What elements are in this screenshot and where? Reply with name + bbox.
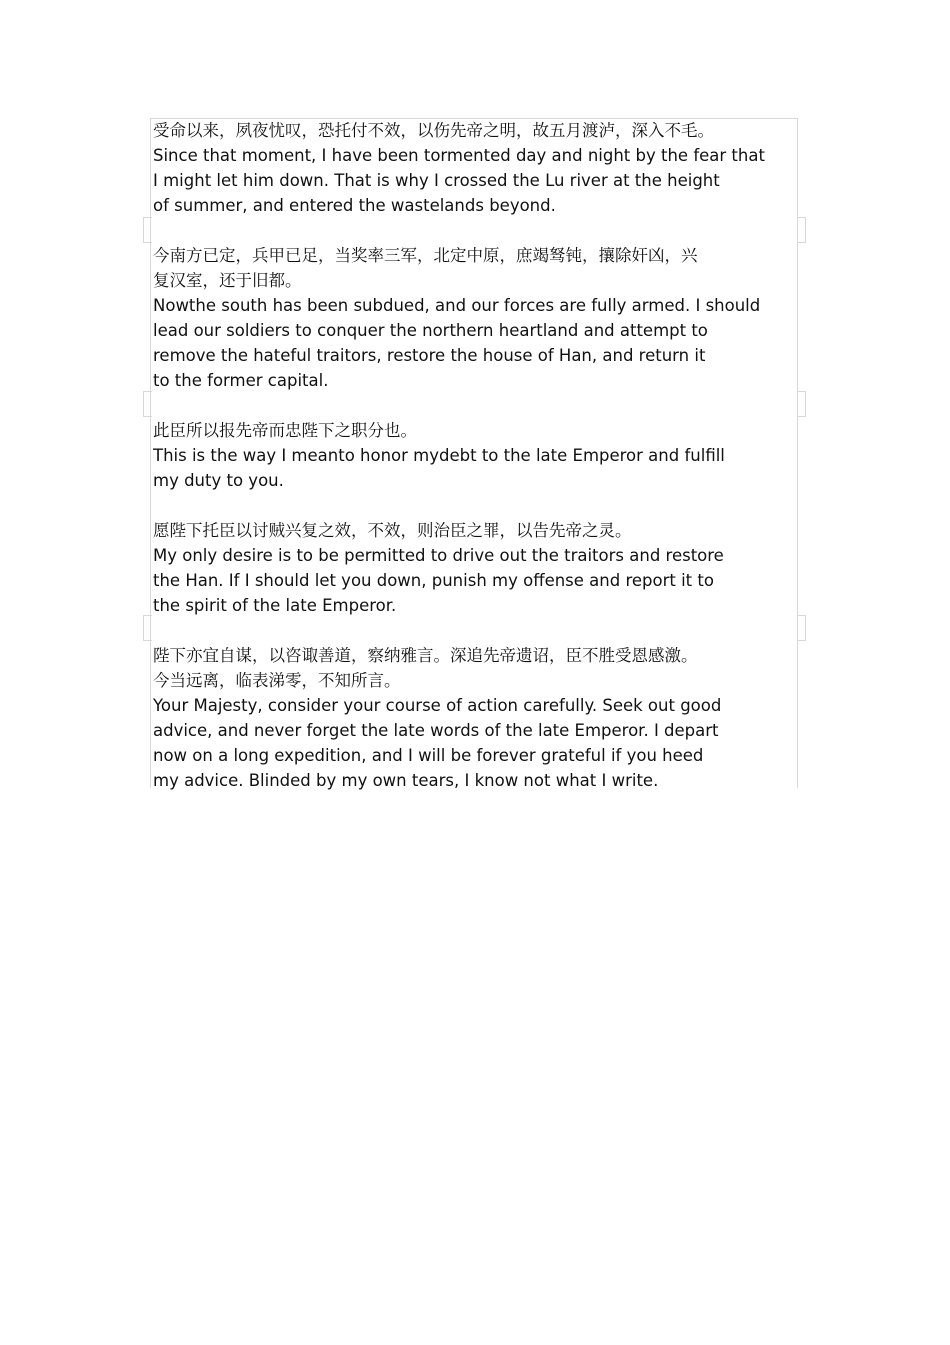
- chinese-line: 今当远离，临表涕零，不知所言。: [153, 671, 401, 690]
- paragraph-3: [153, 418, 798, 493]
- section-break-marker-left: [143, 217, 152, 243]
- paragraph-4: [153, 518, 798, 618]
- chinese-line: 此臣所以报先帝而忠陛下之职分也。: [153, 421, 417, 440]
- document-body: [153, 118, 798, 793]
- english-line: my duty to you.: [153, 471, 284, 490]
- section-break-marker-right: [797, 217, 806, 243]
- english-line: now on a long expedition, and I will be forever grateful if you heed: [153, 746, 704, 765]
- paragraph-gap: [153, 218, 798, 243]
- english-line: advice, and never forget the late words of the late Emperor. I depart: [153, 721, 719, 740]
- paragraph-5: [153, 643, 798, 793]
- paragraph-gap: [153, 393, 798, 418]
- chinese-line: 受命以来，夙夜忧叹，恐托付不效，以伤先帝之明，故五月渡泸，深入不毛。: [153, 121, 714, 140]
- english-line: This is the way I meanto honor mydebt to the late Emperor and fulfill: [153, 446, 725, 465]
- english-line: to the former capital.: [153, 371, 329, 390]
- english-line: the spirit of the late Emperor.: [153, 596, 397, 615]
- chinese-line: 今南方已定，兵甲已足，当奖率三军，北定中原，庶竭驽钝，攘除奸凶，兴: [153, 246, 698, 265]
- paragraph-1: [153, 118, 798, 218]
- english-line: I might let him down. That is why I crossed the Lu river at the height: [153, 171, 720, 190]
- chinese-line: 陛下亦宜自谋，以咨诹善道，察纳雅言。深追先帝遗诏，臣不胜受恩感激。: [153, 646, 698, 665]
- english-line: Your Majesty, consider your course of action carefully. Seek out good: [153, 696, 722, 715]
- section-break-marker-left: [143, 391, 152, 417]
- english-line: of summer, and entered the wastelands beyond.: [153, 196, 556, 215]
- paragraph-gap: [153, 493, 798, 518]
- section-break-marker-right: [797, 391, 806, 417]
- english-line: lead our soldiers to conquer the northern heartland and attempt to: [153, 321, 708, 340]
- section-break-marker-left: [143, 615, 152, 641]
- english-line: Nowthe south has been subdued, and our forces are fully armed. I should: [153, 296, 761, 315]
- english-line: the Han. If I should let you down, punish my offense and report it to: [153, 571, 714, 590]
- chinese-line: 复汉室，还于旧都。: [153, 271, 302, 290]
- paragraph-2: [153, 243, 798, 393]
- english-line: remove the hateful traitors, restore the house of Han, and return it: [153, 346, 706, 365]
- paragraph-gap: [153, 618, 798, 643]
- english-line: Since that moment, I have been tormented day and night by the fear that: [153, 146, 765, 165]
- section-break-marker-right: [797, 615, 806, 641]
- english-line: My only desire is to be permitted to drive out the traitors and restore: [153, 546, 724, 565]
- english-line: my advice. Blinded by my own tears, I know not what I write.: [153, 771, 659, 790]
- chinese-line: 愿陛下托臣以讨贼兴复之效，不效，则治臣之罪，以告先帝之灵。: [153, 521, 632, 540]
